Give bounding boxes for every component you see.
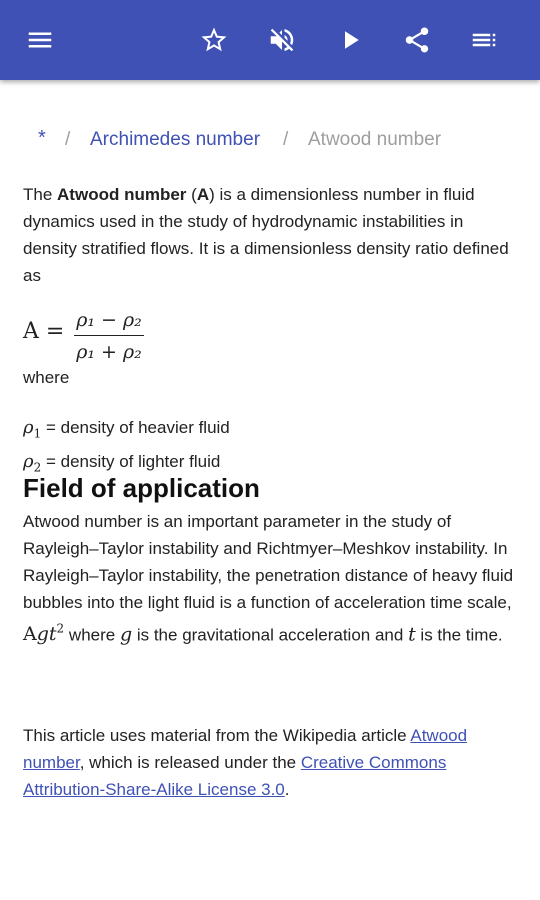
formula-denominator: ρ₁ + ρ₂ <box>76 341 142 363</box>
symbol-rho: ρ <box>23 450 34 472</box>
definition-text: = density of lighter fluid <box>41 451 221 471</box>
symbol-subscript: 2 <box>33 460 42 475</box>
definition-symbol <box>23 417 42 441</box>
share-icon <box>402 25 432 55</box>
breadcrumb-separator: / <box>65 129 71 150</box>
math-expression <box>23 623 64 645</box>
toc-icon <box>469 25 499 55</box>
definition-symbol <box>23 450 42 475</box>
symbol-bold: A <box>196 185 210 204</box>
license-link[interactable]: Creative Commons Attribution-Share-Alike License 3.0 <box>23 753 447 799</box>
definition-item <box>23 414 230 448</box>
app-toolbar <box>0 0 540 80</box>
symbol-rho: ρ <box>23 417 34 438</box>
formula-lhs: A = <box>23 319 65 344</box>
menu-button[interactable] <box>16 16 64 64</box>
share-button[interactable] <box>393 16 441 64</box>
section-paragraph <box>23 508 518 648</box>
attribution-text: This article uses material from the Wikipedia article <box>23 726 411 745</box>
breadcrumb-home[interactable]: * <box>38 127 46 149</box>
definition-text: = density of heavier fluid <box>41 418 230 437</box>
breadcrumb-current: Atwood number <box>308 129 442 150</box>
math-g: g <box>119 623 133 646</box>
term-bold: Atwood number <box>57 185 187 204</box>
math-A: A <box>23 623 37 646</box>
intro-text: The <box>23 185 58 204</box>
where-label: where <box>23 368 70 387</box>
formula-numerator: ρ₁ − ρ₂ <box>76 309 142 331</box>
formula-fraction <box>73 305 145 366</box>
symbol-subscript: 1 <box>33 426 42 441</box>
attribution-text: , which is released under the <box>79 753 301 772</box>
section-text: is the time. <box>415 625 503 645</box>
play-button[interactable] <box>326 16 374 64</box>
wikipedia-article-link[interactable]: Atwood number <box>23 726 468 772</box>
menu-icon <box>25 25 55 55</box>
bookmark-button[interactable] <box>190 16 238 64</box>
attribution-text: . <box>284 780 290 799</box>
math-gt: gt <box>36 623 57 646</box>
intro-text: ) is a dimensionless number in fluid dynamics used in the study of hydrodynamic instabilities in density stratified flows. It is a dimensionless density ratio defined as <box>23 185 509 285</box>
intro-text: ( <box>186 185 197 204</box>
mute-button[interactable] <box>258 16 306 64</box>
breadcrumb-parent-link[interactable]: Archimedes number <box>90 129 261 150</box>
section-heading: Field of application <box>23 473 260 503</box>
star-icon <box>199 25 229 55</box>
math-exponent: 2 <box>56 622 65 636</box>
contents-button[interactable] <box>460 16 508 64</box>
play-icon <box>335 25 365 55</box>
math-t: t <box>408 623 416 646</box>
section-text: where <box>64 625 120 645</box>
volume-off-icon <box>267 25 297 55</box>
intro-paragraph <box>23 181 518 289</box>
section-text: Atwood number is an important parameter in the study of Rayleigh–Taylor instability and Richtmyer–Meshkov instability. In Rayleigh–Taylor instability, the penetration distance of heavy fluid bubbles into the light fluid is a function of acceleration time scale, <box>23 512 514 612</box>
attribution-paragraph <box>23 722 518 803</box>
breadcrumb-separator: / <box>283 129 289 150</box>
section-text: is the gravitational acceleration and <box>132 625 409 645</box>
